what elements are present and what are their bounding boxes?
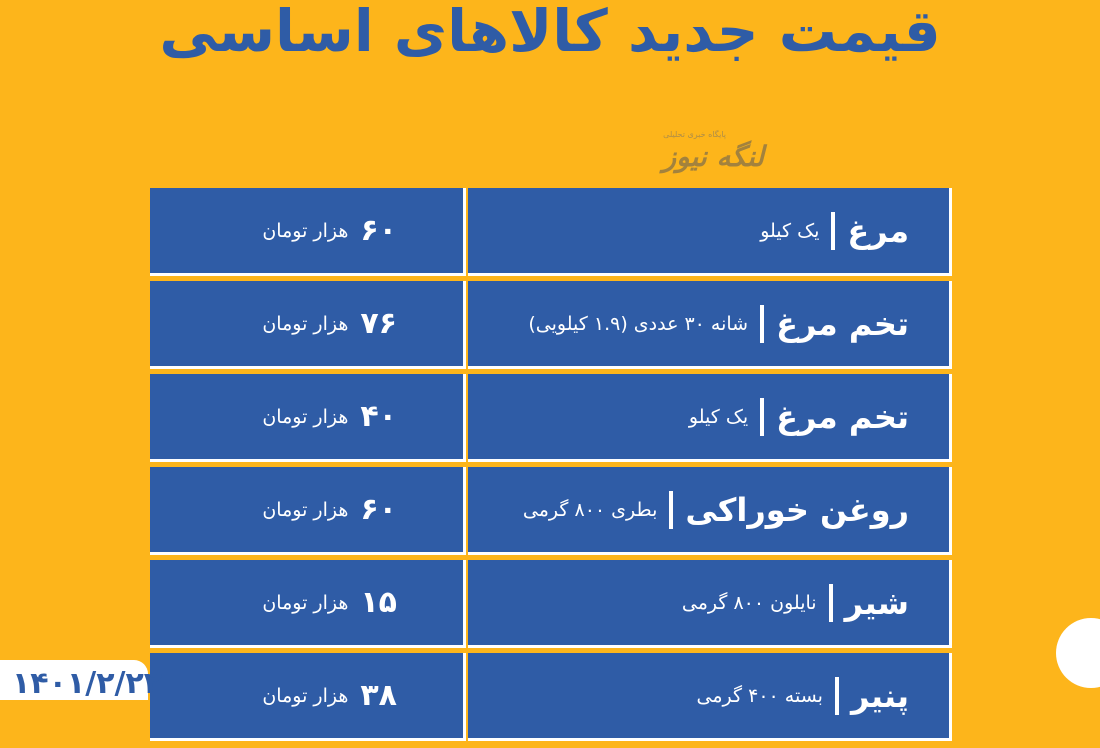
- product-cell: [468, 374, 952, 462]
- separator-bar: [669, 491, 673, 529]
- price-table: [150, 188, 952, 748]
- price-value: ۷۶: [360, 306, 397, 341]
- separator-bar: [829, 584, 833, 622]
- product-name: مرغ: [847, 211, 909, 250]
- product-cell: [468, 281, 952, 369]
- separator-bar: [760, 398, 764, 436]
- price-cell: [150, 653, 466, 741]
- product-description: شانه ۳۰ عددی (۱.۹ کیلویی): [528, 312, 749, 335]
- price-unit: هزار تومان: [262, 219, 349, 242]
- watermark-tagline: پایگاه خبری تحلیلی: [663, 130, 726, 139]
- price-cell: [150, 374, 466, 462]
- product-cell: [468, 653, 952, 741]
- page-title: قیمت جدید کالاهای اساسی: [159, 0, 941, 65]
- price-value: ۶۰: [360, 492, 397, 527]
- price-unit: هزار تومان: [262, 684, 349, 707]
- product-description: یک کیلو: [760, 219, 820, 242]
- table-row: [150, 653, 952, 741]
- product-cell: [468, 467, 952, 555]
- product-name: پنیر: [850, 676, 909, 715]
- price-cell: [150, 281, 466, 369]
- price-unit: هزار تومان: [262, 312, 349, 335]
- separator-bar: [831, 212, 835, 250]
- product-name: روغن خوراکی: [685, 490, 909, 529]
- price-value: ۳۸: [360, 678, 397, 713]
- table-row: [150, 467, 952, 555]
- table-row: [150, 560, 952, 648]
- separator-bar: [835, 677, 839, 715]
- date-text: ۱۴۰۱/۲/۲۲: [12, 666, 163, 701]
- price-cell: [150, 188, 466, 276]
- table-row: [150, 374, 952, 462]
- date-badge: [0, 660, 163, 701]
- product-name: تخم مرغ: [776, 304, 909, 343]
- product-cell: [468, 560, 952, 648]
- product-description: بطری ۸۰۰ گرمی: [522, 498, 658, 521]
- product-description: نایلون ۸۰۰ گرمی: [681, 591, 817, 614]
- watermark-logo-text: لنگه نیوز: [662, 140, 764, 173]
- table-row: [150, 281, 952, 369]
- price-unit: هزار تومان: [262, 591, 349, 614]
- price-value: ۶۰: [360, 213, 397, 248]
- product-cell: [468, 188, 952, 276]
- price-cell: [150, 560, 466, 648]
- price-unit: هزار تومان: [262, 405, 349, 428]
- product-description: یک کیلو: [688, 405, 749, 428]
- price-cell: [150, 467, 466, 555]
- product-description: بسته ۴۰۰ گرمی: [696, 684, 823, 707]
- product-name: شیر: [844, 583, 909, 622]
- price-value: ۴۰: [360, 399, 397, 434]
- decorative-corner-shape: [1056, 618, 1100, 688]
- price-unit: هزار تومان: [262, 498, 349, 521]
- price-value: ۱۵: [360, 585, 397, 620]
- brand-watermark: [610, 128, 770, 188]
- separator-bar: [760, 305, 764, 343]
- table-row: [150, 188, 952, 276]
- product-name: تخم مرغ: [776, 397, 909, 436]
